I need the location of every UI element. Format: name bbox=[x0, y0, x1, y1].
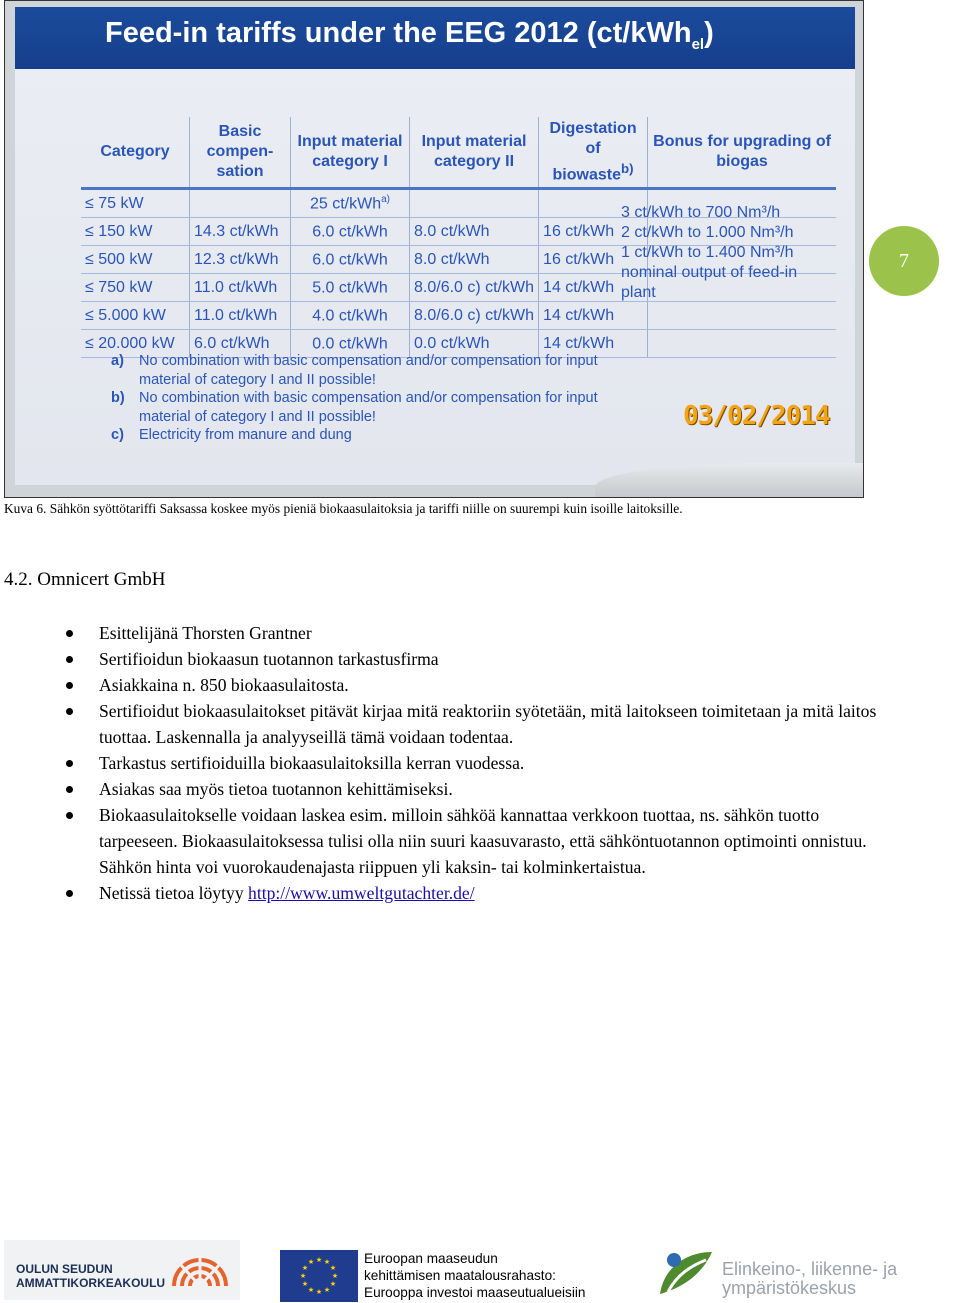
bonus-text bbox=[621, 203, 821, 303]
svg-text:★: ★ bbox=[301, 1264, 309, 1272]
table-cell-input2 bbox=[410, 189, 539, 218]
list-item: Netissä tietoa löytyy http://www.umweltgutachter.de/ bbox=[66, 880, 886, 906]
header-basic-compensation: Basic compen- sation bbox=[190, 117, 291, 189]
table-cell-input2: 8.0/6.0 c) ct/kWh bbox=[410, 274, 539, 302]
list-item: Asiakkaina n. 850 biokaasulaitosta. bbox=[66, 672, 886, 698]
list-item: Esittelijänä Thorsten Grantner bbox=[66, 620, 886, 646]
list-item: Tarkastus sertifioiduilla biokaasulaitoksilla kerran vuodessa. bbox=[66, 750, 886, 776]
table-cell-bio: 16 ct/kWh bbox=[539, 246, 648, 274]
table-cell-input1: 25 ct/kWh$^{a)}$ bbox=[291, 189, 410, 218]
bonus-line: 2 ct/kWh to 1.000 Nm³/h bbox=[621, 224, 794, 241]
slide-footnotes bbox=[111, 352, 609, 445]
table-cell-category: ≤ 20.000 kW bbox=[81, 330, 190, 358]
ely-centre-icon bbox=[654, 1246, 716, 1300]
table-cell-category: ≤ 500 kW bbox=[81, 246, 190, 274]
footnote: a) No combination with basic compensation and/or compensation for input material of category I and II possible! bbox=[111, 353, 598, 388]
svg-text:★: ★ bbox=[307, 1286, 315, 1294]
slide-title-bar bbox=[15, 7, 855, 69]
footnote: b) No combination with basic compensation and/or compensation for input material of category I and II possible! bbox=[111, 390, 598, 425]
oamk-name: OULUN SEUDUN AMMATTIKORKEAKOULU bbox=[16, 1262, 166, 1290]
svg-text:★: ★ bbox=[315, 1256, 323, 1264]
bullet-list bbox=[66, 620, 886, 906]
table-cell-basic: 6.0 ct/kWh bbox=[190, 330, 291, 358]
table-cell-category: ≤ 750 kW bbox=[81, 274, 190, 302]
table-cell-bio: 14 ct/kWh bbox=[539, 302, 648, 330]
svg-text:★: ★ bbox=[323, 1258, 331, 1266]
table-cell-basic bbox=[190, 189, 291, 218]
svg-text:★: ★ bbox=[301, 1280, 309, 1288]
list-item: Asiakas saa myös tietoa tuotannon kehittämiseksi. bbox=[66, 776, 886, 802]
svg-text:★: ★ bbox=[329, 1280, 337, 1288]
slide-photo bbox=[4, 0, 864, 498]
table-header-row bbox=[81, 117, 836, 189]
list-item: Sertifioidun biokaasun tuotannon tarkastusfirma bbox=[66, 646, 886, 672]
oamk-sun-icon bbox=[170, 1252, 230, 1288]
eu-fund-text: Euroopan maaseudun kehittämisen maatalousrahasto: Eurooppa investoi maaseutualueisiin bbox=[364, 1251, 586, 1300]
footnote: c) Electricity from manure and dung bbox=[111, 427, 352, 443]
table-cell-category: ≤ 5.000 kW bbox=[81, 302, 190, 330]
header-input-material-2: Input material category II bbox=[410, 117, 539, 189]
svg-text:★: ★ bbox=[307, 1258, 315, 1266]
photo-date-stamp: 03/02/2014 bbox=[683, 401, 830, 431]
bonus-line: 3 ct/kWh to 700 Nm³/h bbox=[621, 204, 781, 221]
table-cell-category: ≤ 75 kW bbox=[81, 189, 190, 218]
page-number-badge: 7 bbox=[869, 226, 939, 296]
table-cell-basic: 11.0 ct/kWh bbox=[190, 274, 291, 302]
bonus-line: 1 ct/kWh to 1.400 Nm³/h bbox=[621, 244, 794, 261]
header-category: Category bbox=[100, 143, 170, 161]
svg-text:★: ★ bbox=[329, 1264, 337, 1272]
table-cell-input1: 6.0 ct/kWh bbox=[291, 246, 410, 274]
table-cell-input2: 0.0 ct/kWh bbox=[410, 330, 539, 358]
table-cell-input2: 8.0/6.0 c) ct/kWh bbox=[410, 302, 539, 330]
slide-title: Feed-in tariffs under the EEG 2012 (ct/kWh$_{el}$) bbox=[105, 17, 714, 53]
table-cell-input2: 8.0 ct/kWh bbox=[410, 218, 539, 246]
table-cell-basic: 12.3 ct/kWh bbox=[190, 246, 291, 274]
table-row bbox=[81, 302, 836, 330]
table-cell-input1: 4.0 ct/kWh bbox=[291, 302, 410, 330]
list-item: Biokaasulaitokselle voidaan laskea esim. milloin sähköä kannattaa verkkoon tuottaa, ns. sähkön tuotto tarpeeseen. Biokaasulaitoksessa tulisi olla niin suuri kaasuvarasto, että sähköntuotannon optimointi onnistuu. Sähkön hinta voi vuorokaudenajasta riippuen yli kaksin- tai kolminkertaistua. bbox=[66, 802, 886, 880]
svg-text:★: ★ bbox=[331, 1272, 339, 1280]
ely-centre-name: Elinkeino-, liikenne- ja ympäristökeskus bbox=[722, 1259, 898, 1298]
table-cell-basic: 14.3 ct/kWh bbox=[190, 218, 291, 246]
table-cell-input1: 5.0 ct/kWh bbox=[291, 274, 410, 302]
section-heading: 4.2. Omnicert GmbH bbox=[4, 569, 166, 590]
table-cell-input1: 6.0 ct/kWh bbox=[291, 218, 410, 246]
table-cell-bio: 14 ct/kWh bbox=[539, 274, 648, 302]
footer-logos bbox=[0, 1236, 960, 1303]
umweltgutachter-link[interactable]: http://www.umweltgutachter.de/ bbox=[248, 883, 475, 903]
table-cell-basic: 11.0 ct/kWh bbox=[190, 302, 291, 330]
table-cell-input1: 0.0 ct/kWh bbox=[291, 330, 410, 358]
svg-text:★: ★ bbox=[323, 1286, 331, 1294]
header-digestation-biowaste: Digestation of biowaste$^{b)}$ bbox=[539, 117, 648, 189]
table-cell-bonus bbox=[648, 302, 837, 330]
eu-flag-icon bbox=[280, 1250, 358, 1302]
list-item: Sertifioidut biokaasulaitokset pitävät kirjaa mitä reaktoriin syötetään, mitä laitokseen toimitetaan ja mitä laitos tuottaa. Laskennalla ja analyyseillä tämä voidaan todentaa. bbox=[66, 698, 886, 750]
bonus-line: plant bbox=[621, 284, 656, 301]
table-cell-input2: 8.0 ct/kWh bbox=[410, 246, 539, 274]
table-cell-bio: 14 ct/kWh bbox=[539, 330, 648, 358]
header-input-material-1: Input material category I bbox=[291, 117, 410, 189]
svg-text:★: ★ bbox=[315, 1288, 323, 1296]
header-bonus-upgrading: Bonus for upgrading of biogas bbox=[648, 117, 837, 189]
table-cell-bio: 16 ct/kWh bbox=[539, 218, 648, 246]
table-cell-category: ≤ 150 kW bbox=[81, 218, 190, 246]
oamk-logo-block bbox=[4, 1240, 240, 1300]
table-cell-bonus bbox=[648, 330, 837, 358]
svg-text:★: ★ bbox=[299, 1272, 307, 1280]
bonus-line: nominal output of feed-in bbox=[621, 264, 798, 281]
figure-caption: Kuva 6. Sähkön syöttötariffi Saksassa koskee myös pieniä biokaasulaitoksia ja tariffi niille on suurempi kuin isoille laitoksille. bbox=[4, 501, 683, 516]
